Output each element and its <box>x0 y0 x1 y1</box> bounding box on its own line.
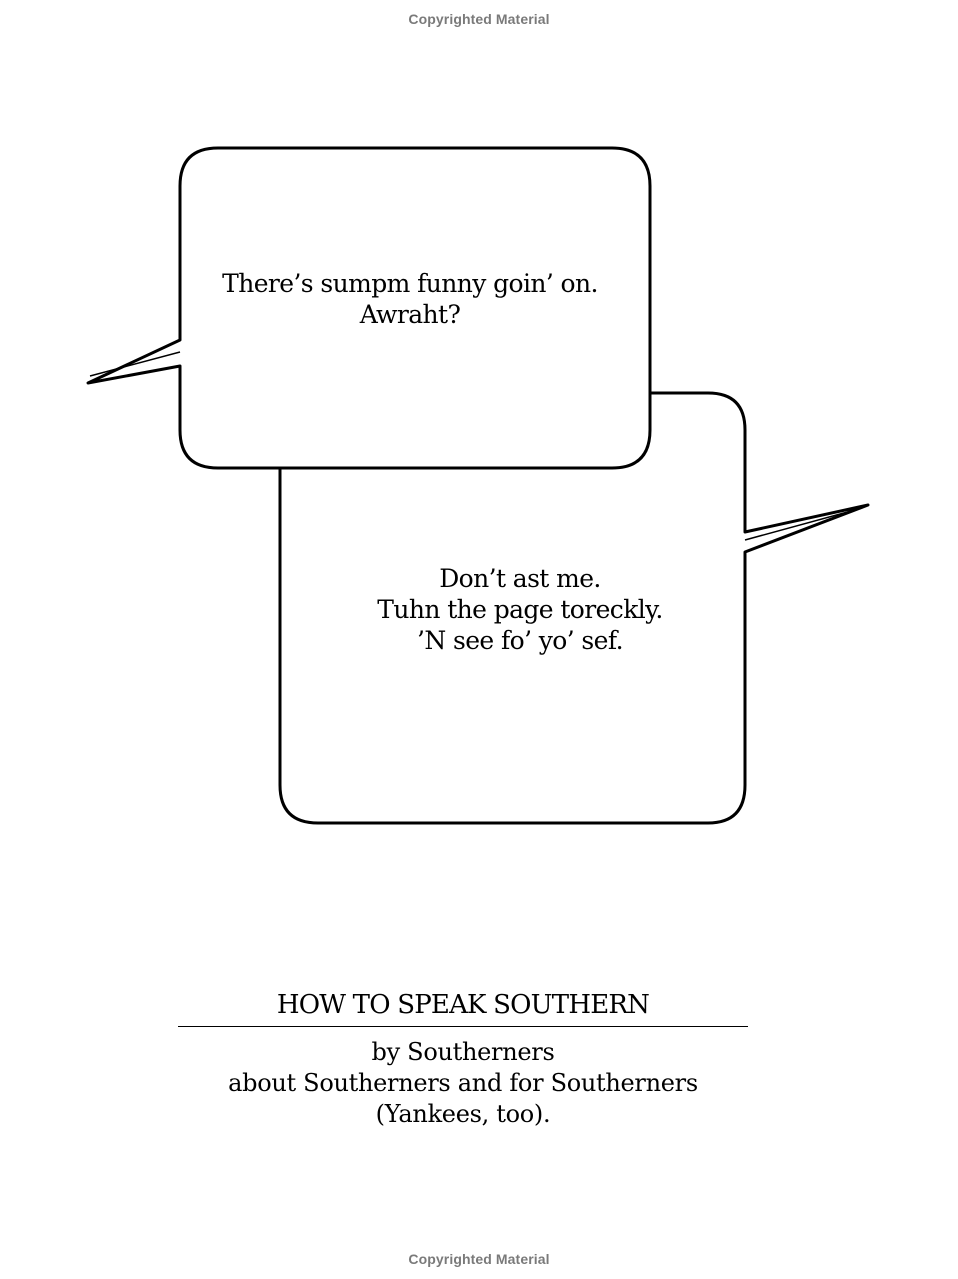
copyright-watermark-bottom: Copyrighted Material <box>408 1251 550 1267</box>
speech-bubble-right-tail-line <box>745 508 862 540</box>
title-rule <box>178 1026 748 1027</box>
book-byline <box>150 1037 776 1130</box>
copyright-watermark-top: Copyrighted Material <box>408 11 550 27</box>
bubble-line: There’s sumpm funny goin’ on. <box>222 269 598 298</box>
bubble-line: ’N see fo’ yo’ sef. <box>417 626 623 655</box>
bubble-line: Tuhn the page toreckly. <box>377 595 663 624</box>
speech-bubble-right-text <box>310 563 730 656</box>
byline-line: by Southerners <box>371 1038 555 1066</box>
bubble-line: Awraht? <box>359 300 461 329</box>
book-title: HOW TO SPEAK SOUTHERN <box>276 990 650 1020</box>
speech-bubble-left-text <box>190 268 630 330</box>
bubble-line: Don’t ast me. <box>439 564 601 593</box>
byline-line: (Yankees, too). <box>375 1100 551 1128</box>
byline-line: about Southerners and for Southerners <box>228 1069 698 1097</box>
